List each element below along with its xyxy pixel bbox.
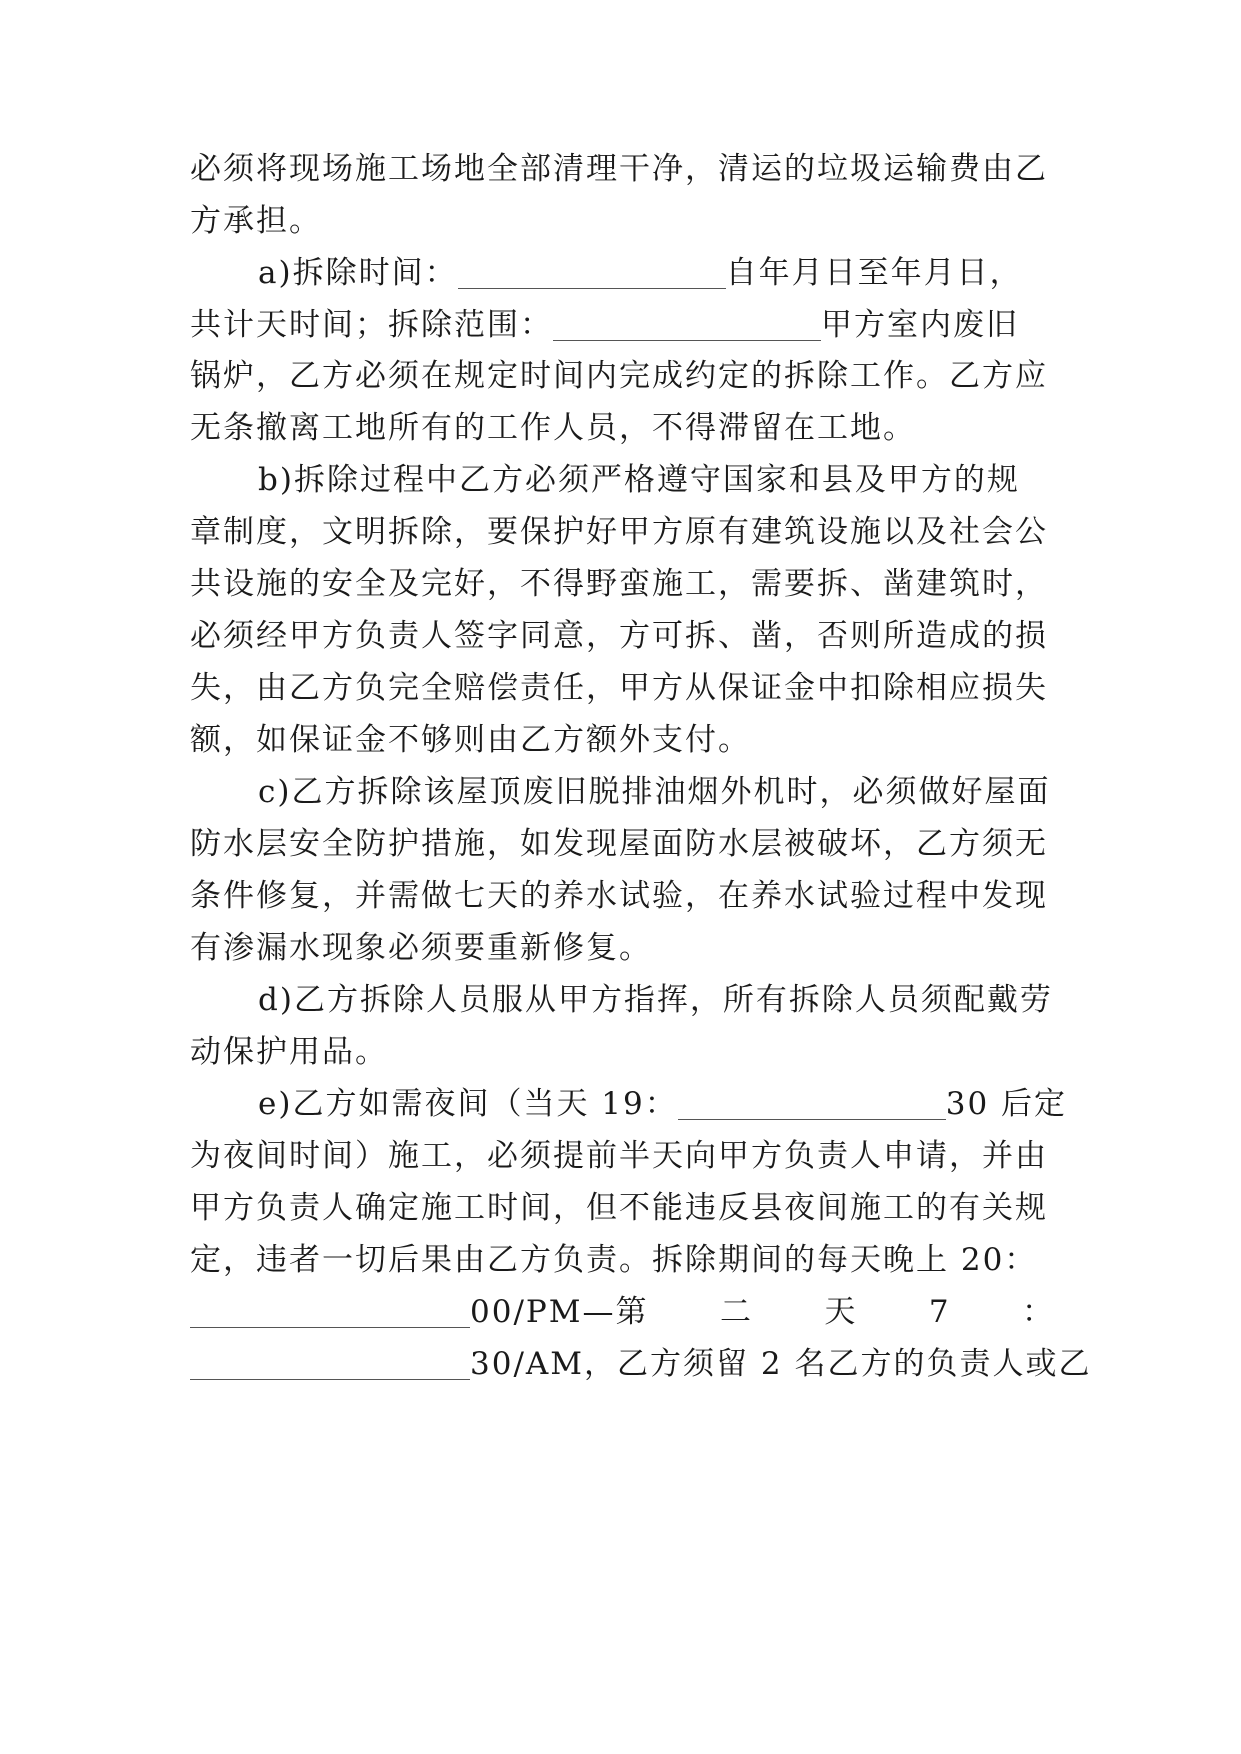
text-line: 为夜间时间）施工，必须提前半天向甲方负责人申请，并由 (190, 1138, 1048, 1174)
clause-a-date: 自年月日至年月日， (725, 255, 1023, 291)
text-line: 失，由乙方负完全赔偿责任，甲方从保证金中扣除相应损失 (190, 670, 1048, 706)
scope-label: 共计天时间；拆除范围： (190, 307, 553, 343)
text-line: 必须将现场施工场地全部清理干净，清运的垃圾运输费由乙 (190, 151, 1048, 187)
fill-blank[interactable] (190, 1297, 470, 1328)
text-line-time (258, 253, 1055, 293)
text-line: b)拆除过程中乙方必须严格遵守国家和县及甲方的规 (258, 462, 1020, 498)
schedule-start: 00/PM—第 (470, 1294, 649, 1330)
text-line: 锅炉，乙方必须在规定时间内完成约定的拆除工作。乙方应 (190, 358, 1048, 394)
text-line: 章制度，文明拆除，要保护好甲方原有建筑设施以及社会公 (190, 514, 1048, 550)
text-line: 甲方负责人确定施工时间，但不能违反县夜间施工的有关规 (190, 1190, 1048, 1226)
text-line: 方承担。 (190, 203, 322, 239)
scope-text: 甲方室内废旧 (821, 307, 1019, 343)
schedule-colon: ： (1021, 1294, 1055, 1330)
clause-a-label: a)拆除时间： (258, 255, 458, 291)
text-line: 额，如保证金不够则由乙方额外支付。 (190, 722, 751, 758)
schedule-hour: 7 (928, 1294, 951, 1330)
text-line: 条件修复，并需做七天的养水试验，在养水试验过程中发现 (190, 878, 1048, 914)
schedule-end: 30/AM，乙方须留 2 名乙方的负责人或乙 (470, 1346, 1092, 1382)
fill-blank[interactable] (678, 1089, 946, 1120)
fill-blank[interactable] (553, 310, 821, 341)
fill-blank[interactable] (190, 1349, 470, 1380)
text-line: 动保护用品。 (190, 1034, 388, 1070)
text-line: 必须经甲方负责人签字同意，方可拆、凿，否则所造成的损 (190, 618, 1048, 654)
text-line: 有渗漏水现象必须要重新修复。 (190, 930, 652, 966)
schedule-word: 天 (824, 1294, 858, 1330)
text-line: 定，违者一切后果由乙方负责。拆除期间的每天晚上 20： (190, 1242, 1038, 1278)
clause-e-time: 30 后定 (945, 1086, 1068, 1122)
text-line-scope (190, 305, 1055, 345)
text-line-night (258, 1084, 1068, 1124)
text-line-schedule (190, 1292, 1055, 1332)
text-line: 共设施的安全及完好，不得野蛮施工，需要拆、凿建筑时， (190, 566, 1048, 602)
text-line: d)乙方拆除人员服从甲方指挥，所有拆除人员须配戴劳 (258, 982, 1053, 1018)
fill-blank[interactable] (458, 258, 726, 289)
text-line-schedule-end (190, 1344, 1092, 1384)
text-line: 无条撤离工地所有的工作人员，不得滞留在工地。 (190, 410, 916, 446)
text-line: 防水层安全防护措施，如发现屋面防水层被破坏，乙方须无 (190, 826, 1048, 862)
clause-e-label: e)乙方如需夜间（当天 19： (258, 1086, 678, 1122)
text-line: c)乙方拆除该屋顶废旧脱排油烟外机时，必须做好屋面 (258, 774, 1051, 810)
schedule-word: 二 (719, 1294, 753, 1330)
